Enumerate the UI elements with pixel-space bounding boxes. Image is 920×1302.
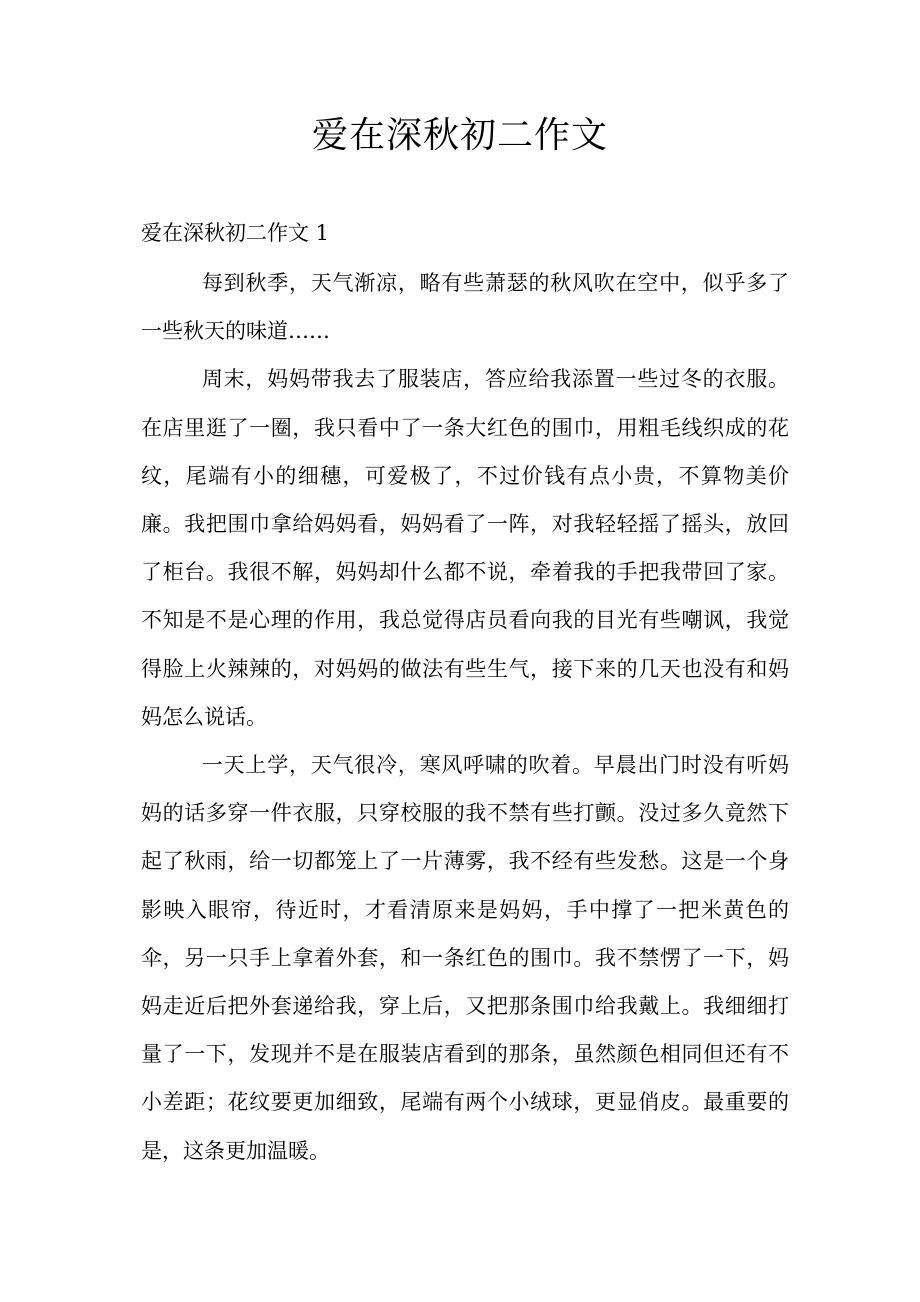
page-title: 爱在深秋初二作文 (311, 115, 608, 156)
paragraph-1: 每到秋季，天气渐凉，略有些萧瑟的秋风吹在空中，似乎多了一些秋天的味道…… (141, 271, 789, 344)
paragraph-3: 一天上学，天气很冷，寒风呼啸的吹着。早晨出门时没有听妈妈的话多穿一件衣服，只穿校服的我不禁有些打颤。没过多久竟然下起了秋雨，给一切都笼上了一片薄雾，我不经有些发愁。这是一个身影映入眼帘，待近时，才看清原来是妈妈，手中撑了一把米黄色的伞，另一只手上拿着外套，和一条红色的围巾。我不禁愣了一下，妈妈走近后把外套递给我，穿上后，又把那条围巾给我戴上。我细细打量了一下，发现并不是在服装店看到的那条，虽然颜色相同但还有不小差距；花纹要更加细致，尾端有两个小绒球，更显俏皮。最重要的是，这条更加温暖。 (141, 753, 789, 1163)
essay-heading: 爱在深秋初二作文 1 (141, 221, 330, 245)
essay-body (141, 259, 789, 1175)
paragraph-2: 周末，妈妈带我去了服装店，答应给我添置一些过冬的衣服。在店里逛了一圈，我只看中了一条大红色的围巾，用粗毛线织成的花纹，尾端有小的细穗，可爱极了，不过价钱有点小贵，不算物美价廉。我把围巾拿给妈妈看，妈妈看了一阵，对我轻轻摇了摇头，放回了柜台。我很不解，妈妈却什么都不说，牵着我的手把我带回了家。不知是不是心理的作用，我总觉得店员看向我的目光有些嘲讽，我觉得脸上火辣辣的，对妈妈的做法有些生气，接下来的几天也没有和妈妈怎么说话。 (141, 367, 789, 729)
